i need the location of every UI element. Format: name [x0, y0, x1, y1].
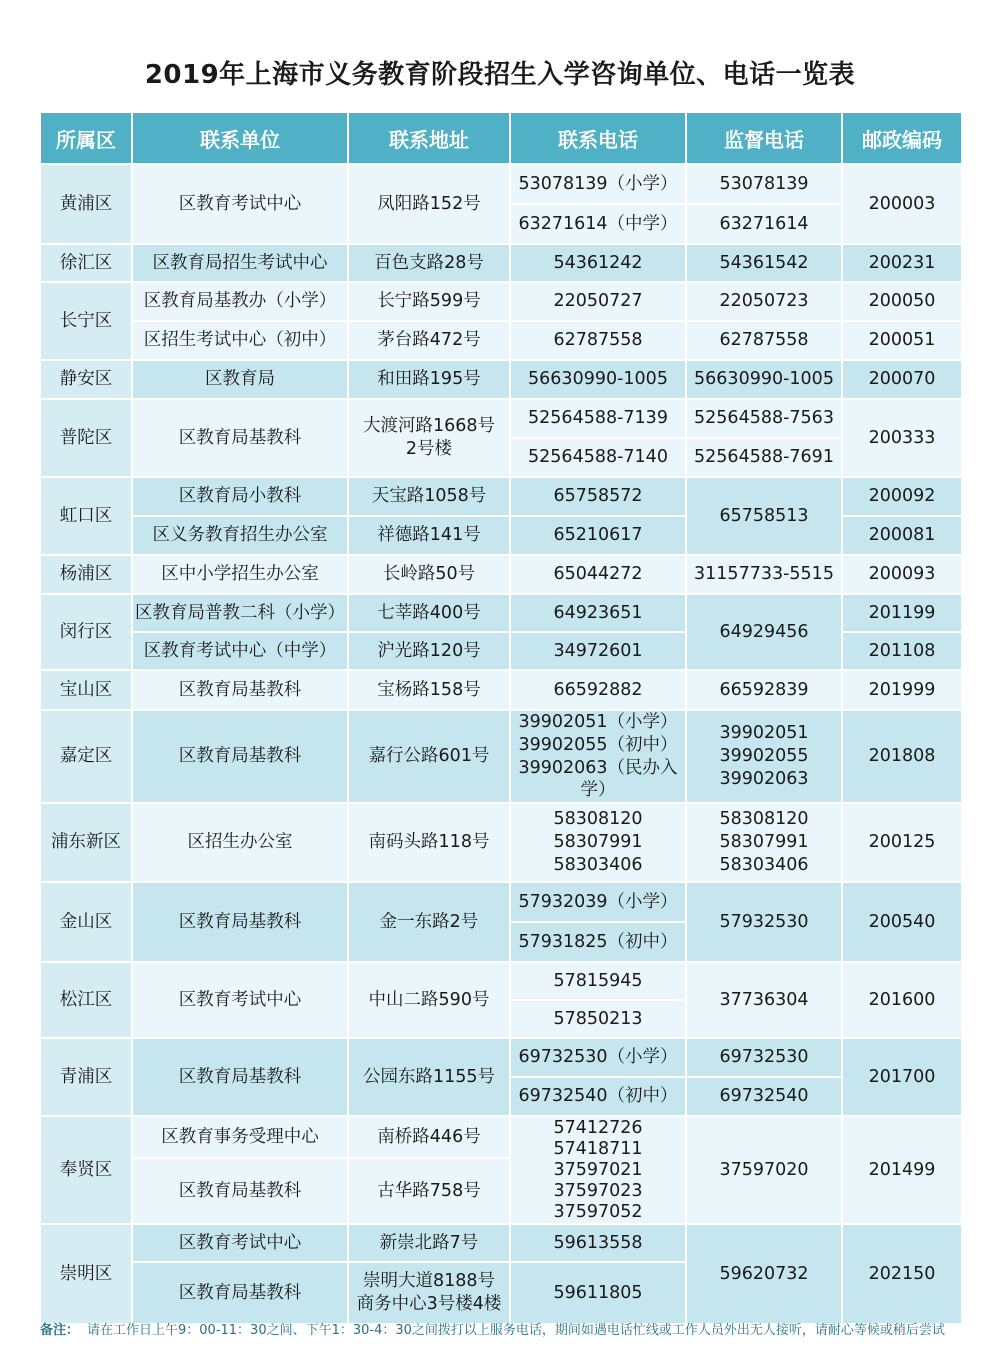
district-cell: 黄浦区 — [40, 164, 132, 244]
phone-cell: 57850213 — [510, 1000, 686, 1038]
supervision-phone-cell: 52564588-7563 — [686, 399, 842, 438]
postal-code-cell: 201999 — [842, 670, 962, 710]
address-line: 崇明大道8188号 — [362, 1271, 496, 1292]
postal-code-cell: 200231 — [842, 244, 962, 282]
supervision-phone-cell — [686, 803, 842, 882]
postal-code-cell: 200125 — [842, 803, 962, 882]
phone-cell: 57815945 — [510, 962, 686, 1000]
table-row — [40, 710, 962, 803]
header-supervision-phone: 监督电话 — [686, 112, 842, 164]
phone-line: 58303406 — [553, 854, 643, 875]
table-row — [40, 399, 962, 438]
header-district: 所属区 — [40, 112, 132, 164]
address-cell: 沪光路120号 — [348, 632, 510, 670]
district-cell: 徐汇区 — [40, 244, 132, 282]
address-cell: 长宁路599号 — [348, 282, 510, 321]
phone-cell — [510, 803, 686, 882]
address-line: 大渡河路1668号 — [362, 416, 496, 437]
address-cell: 百色支路28号 — [348, 244, 510, 282]
address-cell: 宝杨路158号 — [348, 670, 510, 710]
phone-line: 58303406 — [719, 854, 809, 875]
footnote — [40, 1322, 970, 1348]
unit-cell: 区教育局基教科 — [132, 710, 348, 803]
table-row — [40, 244, 962, 282]
unit-cell: 区教育事务受理中心 — [132, 1116, 348, 1158]
phone-cell: 69732530（小学） — [510, 1038, 686, 1077]
postal-code-cell: 200540 — [842, 882, 962, 962]
supervision-phone-cell: 31157733-5515 — [686, 555, 842, 594]
header-unit: 联系单位 — [132, 112, 348, 164]
supervision-phone-cell: 54361542 — [686, 244, 842, 282]
phone-cell: 34972601 — [510, 632, 686, 670]
table-row — [40, 360, 962, 399]
unit-cell: 区教育考试中心（中学） — [132, 632, 348, 670]
table-row — [40, 1116, 962, 1158]
supervision-phone-cell: 57932530 — [686, 882, 842, 962]
phone-line: 39902055（初中） — [518, 734, 678, 755]
supervision-phone-cell: 62787558 — [686, 321, 842, 360]
unit-cell: 区招生考试中心（初中） — [132, 321, 348, 360]
table-row — [40, 282, 962, 321]
address-cell: 祥德路141号 — [348, 516, 510, 555]
postal-code-cell: 200070 — [842, 360, 962, 399]
address-cell: 古华路758号 — [348, 1158, 510, 1224]
footnote-text: 请在工作日上午9：00-11：30之间、下午1：30-4：30之间拨打以上服务电话，期间如遇电话忙线或工作人员外出无人接听，请耐心等候或稍后尝试 — [87, 1323, 945, 1338]
page-title: 2019年上海市义务教育阶段招生入学咨询单位、电话一览表 — [144, 60, 856, 90]
phone-line: 37597021 — [553, 1159, 643, 1180]
address-line: 商务中心3号楼4楼 — [356, 1294, 502, 1314]
unit-cell: 区中小学招生办公室 — [132, 555, 348, 594]
supervision-phone-cell: 59620732 — [686, 1224, 842, 1324]
address-cell — [348, 1262, 510, 1324]
header-postal-code: 邮政编码 — [842, 112, 962, 164]
address-cell: 凤阳路152号 — [348, 164, 510, 244]
postal-code-cell: 200093 — [842, 555, 962, 594]
phone-cell: 59611805 — [510, 1262, 686, 1324]
enrollment-contact-table — [39, 111, 963, 1325]
table-row — [40, 803, 962, 882]
unit-cell: 区招生办公室 — [132, 803, 348, 882]
unit-cell: 区教育局基教办（小学） — [132, 282, 348, 321]
address-cell: 七莘路400号 — [348, 594, 510, 632]
postal-code-cell: 200003 — [842, 164, 962, 244]
phone-cell: 59613558 — [510, 1224, 686, 1262]
postal-code-cell: 200333 — [842, 399, 962, 477]
address-cell: 公园东路1155号 — [348, 1038, 510, 1116]
district-cell: 奉贤区 — [40, 1116, 132, 1224]
phone-line: 39902055 — [719, 746, 809, 767]
address-cell: 长岭路50号 — [348, 555, 510, 594]
table-row — [40, 594, 962, 632]
postal-code-cell: 201108 — [842, 632, 962, 670]
address-cell: 南桥路446号 — [348, 1116, 510, 1158]
unit-cell: 区教育局普教二科（小学） — [132, 594, 348, 632]
unit-cell: 区教育局 — [132, 360, 348, 399]
phone-cell: 57931825（初中） — [510, 922, 686, 962]
supervision-phone-cell: 56630990-1005 — [686, 360, 842, 399]
supervision-phone-cell: 53078139 — [686, 164, 842, 204]
supervision-phone-cell: 37597020 — [686, 1116, 842, 1224]
phone-line: 57412726 — [553, 1117, 643, 1138]
phone-cell: 56630990-1005 — [510, 360, 686, 399]
phone-cell: 52564588-7140 — [510, 438, 686, 477]
table-row — [40, 321, 962, 360]
table-row — [40, 164, 962, 204]
address-cell: 金一东路2号 — [348, 882, 510, 962]
postal-code-cell: 201700 — [842, 1038, 962, 1116]
district-cell: 闵行区 — [40, 594, 132, 670]
supervision-phone-cell: 64929456 — [686, 594, 842, 670]
supervision-phone-cell: 65758513 — [686, 477, 842, 555]
table-row — [40, 962, 962, 1000]
unit-cell: 区教育局基教科 — [132, 1262, 348, 1324]
supervision-phone-cell: 69732540 — [686, 1077, 842, 1116]
phone-cell: 62787558 — [510, 321, 686, 360]
phone-cell: 54361242 — [510, 244, 686, 282]
postal-code-cell: 200051 — [842, 321, 962, 360]
supervision-phone-cell: 22050723 — [686, 282, 842, 321]
phone-cell — [510, 1116, 686, 1224]
phone-line: 39902051（小学） — [518, 712, 678, 732]
phone-line: 39902063（民办入学） — [518, 757, 678, 801]
phone-cell: 64923651 — [510, 594, 686, 632]
unit-cell: 区教育考试中心 — [132, 962, 348, 1038]
postal-code-cell: 200050 — [842, 282, 962, 321]
unit-cell: 区教育考试中心 — [132, 1224, 348, 1262]
postal-code-cell: 200092 — [842, 477, 962, 516]
phone-line: 37597052 — [553, 1201, 643, 1222]
postal-code-cell: 201499 — [842, 1116, 962, 1224]
phone-line: 58307991 — [553, 832, 643, 853]
phone-cell: 69732540（初中） — [510, 1077, 686, 1116]
phone-cell: 22050727 — [510, 282, 686, 321]
phone-cell: 65758572 — [510, 477, 686, 516]
phone-cell: 57932039（小学） — [510, 882, 686, 922]
address-cell: 中山二路590号 — [348, 962, 510, 1038]
supervision-phone-cell: 63271614 — [686, 204, 842, 244]
address-cell: 新崇北路7号 — [348, 1224, 510, 1262]
district-cell: 静安区 — [40, 360, 132, 399]
header-phone: 联系电话 — [510, 112, 686, 164]
unit-cell: 区教育局基教科 — [132, 1158, 348, 1224]
phone-cell — [510, 710, 686, 803]
postal-code-cell: 202150 — [842, 1224, 962, 1324]
supervision-phone-cell — [686, 710, 842, 803]
phone-cell: 52564588-7139 — [510, 399, 686, 438]
unit-cell: 区教育局基教科 — [132, 1038, 348, 1116]
address-cell: 天宝路1058号 — [348, 477, 510, 516]
footnote-label: 备注： — [40, 1323, 80, 1338]
phone-cell: 63271614（中学） — [510, 204, 686, 244]
phone-cell: 65210617 — [510, 516, 686, 555]
table-row — [40, 882, 962, 922]
district-cell: 杨浦区 — [40, 555, 132, 594]
unit-cell: 区教育局基教科 — [132, 882, 348, 962]
postal-code-cell: 201808 — [842, 710, 962, 803]
phone-line: 58308120 — [719, 809, 809, 830]
phone-line: 39902051 — [719, 723, 809, 744]
district-cell: 普陀区 — [40, 399, 132, 477]
supervision-phone-cell: 52564588-7691 — [686, 438, 842, 477]
phone-line: 58308120 — [553, 809, 643, 830]
phone-line: 37597023 — [553, 1180, 643, 1201]
unit-cell: 区教育局基教科 — [132, 399, 348, 477]
address-cell: 和田路195号 — [348, 360, 510, 399]
unit-cell: 区义务教育招生办公室 — [132, 516, 348, 555]
district-cell: 金山区 — [40, 882, 132, 962]
district-cell: 长宁区 — [40, 282, 132, 360]
unit-cell: 区教育局小教科 — [132, 477, 348, 516]
postal-code-cell: 200081 — [842, 516, 962, 555]
unit-cell: 区教育局招生考试中心 — [132, 244, 348, 282]
district-cell: 嘉定区 — [40, 710, 132, 803]
phone-cell: 66592882 — [510, 670, 686, 710]
table-row — [40, 1224, 962, 1262]
table-row — [40, 1038, 962, 1077]
postal-code-cell: 201199 — [842, 594, 962, 632]
table-header-row — [40, 112, 962, 164]
address-line: 2号楼 — [405, 439, 453, 459]
district-cell: 浦东新区 — [40, 803, 132, 882]
address-cell: 茅台路472号 — [348, 321, 510, 360]
supervision-phone-cell: 69732530 — [686, 1038, 842, 1077]
district-cell: 虹口区 — [40, 477, 132, 555]
phone-line: 58307991 — [719, 832, 809, 853]
district-cell: 宝山区 — [40, 670, 132, 710]
table-row — [40, 670, 962, 710]
unit-cell: 区教育局基教科 — [132, 670, 348, 710]
postal-code-cell: 201600 — [842, 962, 962, 1038]
district-cell: 崇明区 — [40, 1224, 132, 1324]
phone-cell: 65044272 — [510, 555, 686, 594]
table-row — [40, 477, 962, 516]
unit-cell: 区教育考试中心 — [132, 164, 348, 244]
supervision-phone-cell: 66592839 — [686, 670, 842, 710]
header-address: 联系地址 — [348, 112, 510, 164]
address-cell: 嘉行公路601号 — [348, 710, 510, 803]
district-cell: 松江区 — [40, 962, 132, 1038]
address-cell — [348, 399, 510, 477]
district-cell: 青浦区 — [40, 1038, 132, 1116]
phone-cell: 53078139（小学） — [510, 164, 686, 204]
supervision-phone-cell: 37736304 — [686, 962, 842, 1038]
table-row — [40, 555, 962, 594]
phone-line: 39902063 — [719, 768, 809, 789]
address-cell: 南码头路118号 — [348, 803, 510, 882]
phone-line: 57418711 — [553, 1138, 643, 1159]
